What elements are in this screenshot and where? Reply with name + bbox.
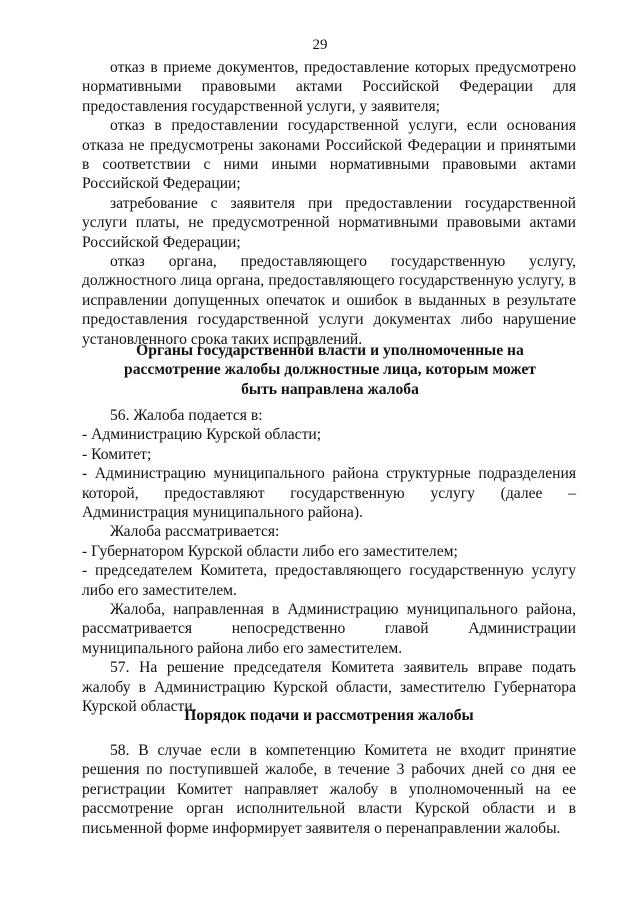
- list-item: - Комитет;: [82, 445, 152, 463]
- list-item: - Администрацию Курской области;: [82, 426, 322, 444]
- section-heading: Порядок подачи и рассмотрения жалобы: [184, 707, 474, 724]
- paragraph: отказ в предоставлении государственной услуги, если основания отказа не предусмотрены законами Российской Федерации и принятыми в соответствии с ними иными нормативными правовыми актами Российской Федерации;: [82, 117, 576, 193]
- list-item: - Губернатором Курской области либо его заместителем;: [82, 542, 458, 560]
- page-number: 29: [312, 37, 328, 53]
- section-heading-authorities: [120, 341, 540, 399]
- list-item: - Администрацию муниципального района структурные подразделения которой, предоставляют государственную услугу (далее – Администрация муниципального района).: [82, 465, 576, 522]
- section-heading: Органы государственной власти и уполномоченные на рассмотрение жалобы должностные лица, которым может быть направлена жалоба: [124, 342, 536, 398]
- item-58: 58. В случае если в компетенцию Комитета не входит принятие решения по поступившей жалобе, в течение 3 рабочих дней со дня ее регистрации Комитет направляет жалобу в уполномоченный на ее рассмотрение орган исполнительной власти Курской области и в письменной форме информирует заявителя о перенаправлении жалобы.: [82, 742, 576, 837]
- list-item: - председателем Комитета, предоставляющего государственную услугу либо его заместителем.: [82, 562, 576, 599]
- review-title: Жалоба рассматривается:: [110, 523, 280, 541]
- item-56-title: 56. Жалоба подается в:: [110, 407, 263, 424]
- complaint-section: [82, 406, 576, 717]
- section-heading-procedure: [82, 706, 576, 725]
- paragraph: отказ органа, предоставляющего государственную услугу, должностного лица органа, предоставляющего государственную услугу, в исправлении допущенных опечаток и ошибок в выданных в результате предоставления государственной услуги документах либо нарушение установленного срока таких исправлений.: [82, 253, 576, 348]
- paragraph: затребование с заявителя при предоставлении государственной услуги платы, не предусмотренной нормативными правовыми актами Российской Федерации;: [82, 194, 576, 251]
- paragraph: Жалоба, направленная в Администрацию муниципального района, рассматривается непосредственно главой Администрации муниципального района либо его заместителем.: [82, 601, 576, 657]
- item-58-block: [82, 741, 576, 838]
- denial-grounds-list: [82, 58, 576, 349]
- item-57: 57. На решение председателя Комитета заявитель вправе подать жалобу в Администрацию Курской области, заместителю Губернатора Курской области.: [82, 659, 576, 716]
- paragraph: отказ в приеме документов, предоставление которых предусмотрено нормативными правовыми актами Российской Федерации для предоставления государственной услуги, у заявителя;: [82, 59, 576, 115]
